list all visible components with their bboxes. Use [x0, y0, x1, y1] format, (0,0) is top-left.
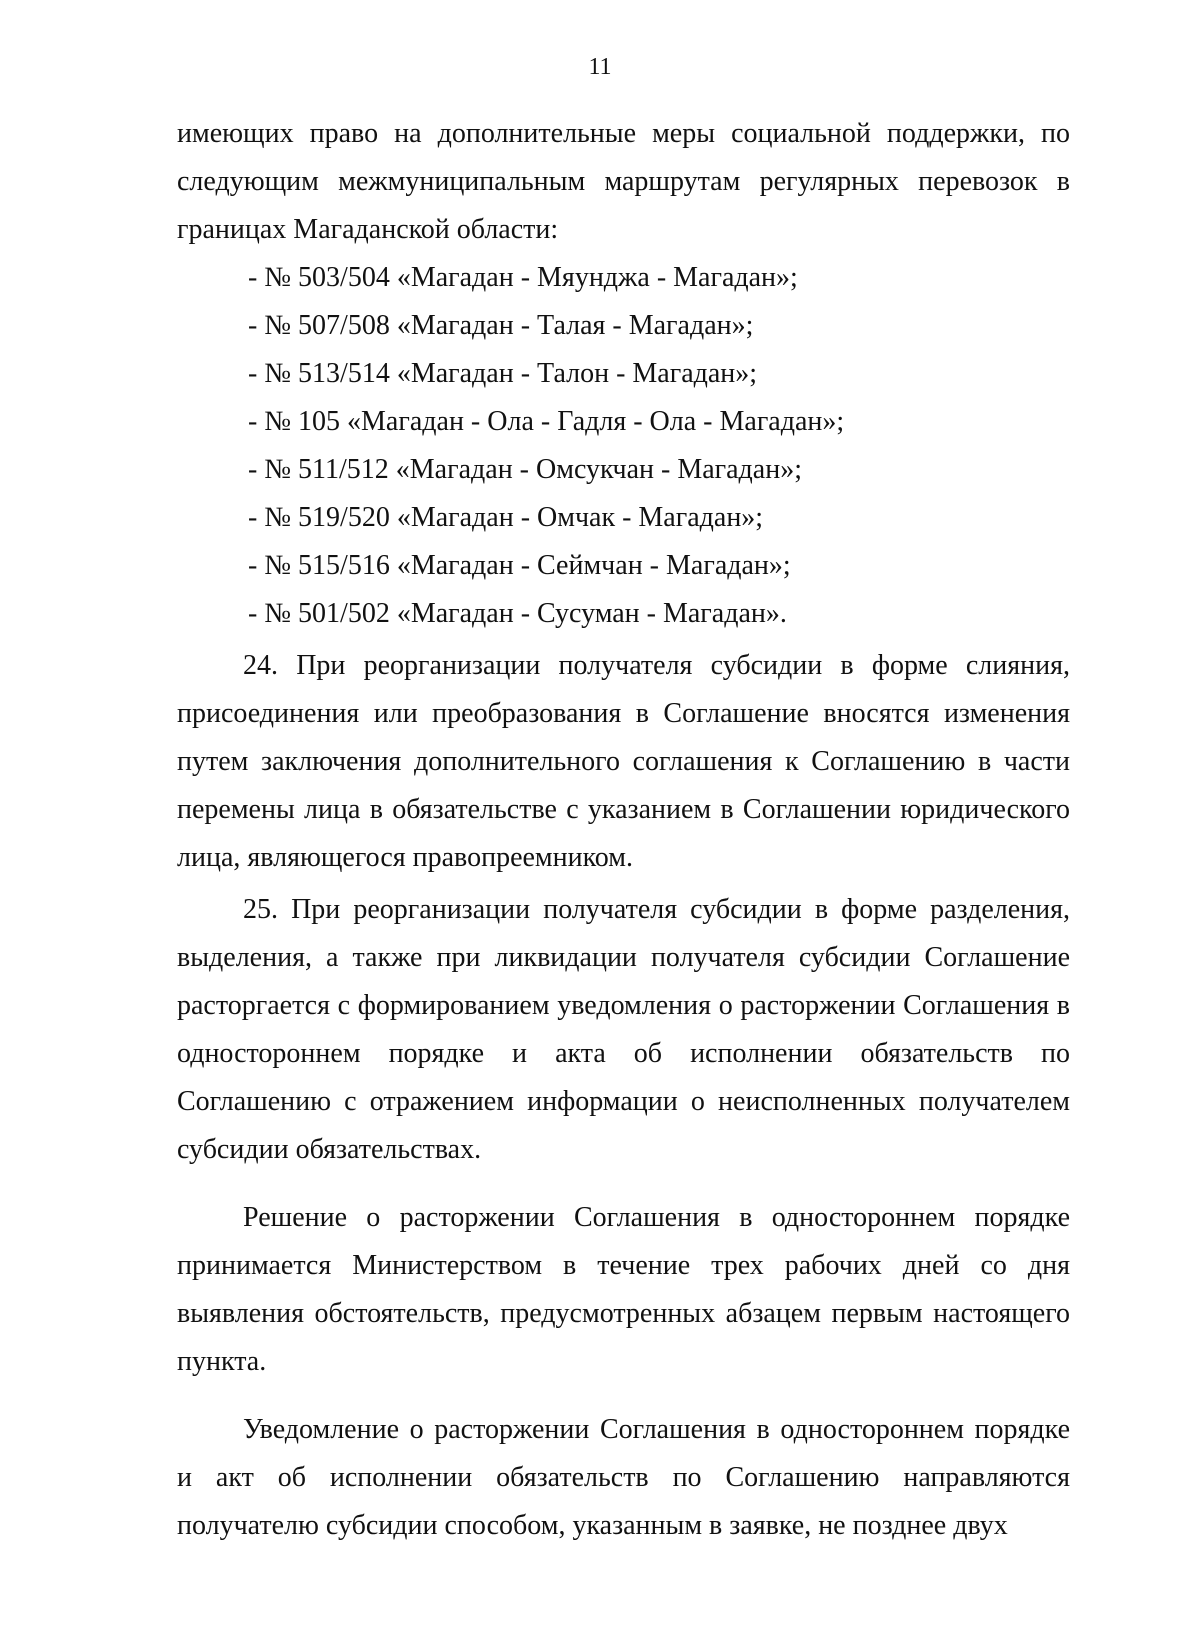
- route-list: [177, 254, 1070, 638]
- route-item: - № 513/514 «Магадан - Талон - Магадан»;: [248, 358, 758, 389]
- paragraph-notice: Уведомление о расторжении Соглашения в одностороннем порядке и акт об исполнении обязательств по Соглашению направляются получателю субсидии способом, указанным в заявке, не позднее двух: [177, 1414, 1070, 1541]
- route-item: - № 501/502 «Магадан - Сусуман - Магадан».: [248, 598, 787, 629]
- route-item: - № 507/508 «Магадан - Талая - Магадан»;: [248, 310, 754, 341]
- route-item: - № 503/504 «Магадан - Мяунджа - Магадан»;: [248, 262, 798, 293]
- route-item: - № 511/512 «Магадан - Омсукчан - Магадан»;: [248, 454, 802, 485]
- route-item: - № 105 «Магадан - Ола - Гадля - Ола - Магадан»;: [248, 406, 845, 437]
- route-item: - № 515/516 «Магадан - Сеймчан - Магадан»;: [248, 550, 791, 581]
- page-number: 11: [588, 54, 612, 80]
- paragraph-decision: Решение о расторжении Соглашения в одностороннем порядке принимается Министерством в течение трех рабочих дней со дня выявления обстоятельств, предусмотренных абзацем первым настоящего пункта.: [177, 1202, 1070, 1377]
- document-body: [177, 110, 1070, 1550]
- route-item: - № 519/520 «Магадан - Омчак - Магадан»;: [248, 502, 764, 533]
- intro-paragraph: имеющих право на дополнительные меры социальной поддержки, по следующим межмуниципальным маршрутам регулярных перевозок в границах Магаданской области:: [177, 118, 1070, 245]
- paragraph-25: 25. При реорганизации получателя субсидии в форме разделения, выделения, а также при ликвидации получателя субсидии Соглашение расторгается с формированием уведомления о расторжении Соглашения в одностороннем порядке и акта об исполнении обязательств по Соглашению с отражением информации о неисполненных получателем субсидии обязательствах.: [177, 894, 1070, 1165]
- paragraph-24: 24. При реорганизации получателя субсидии в форме слияния, присоединения или преобразования в Соглашение вносятся изменения путем заключения дополнительного соглашения к Соглашению в части перемены лица в обязательстве с указанием в Соглашении юридического лица, являющегося правопреемником.: [177, 650, 1070, 873]
